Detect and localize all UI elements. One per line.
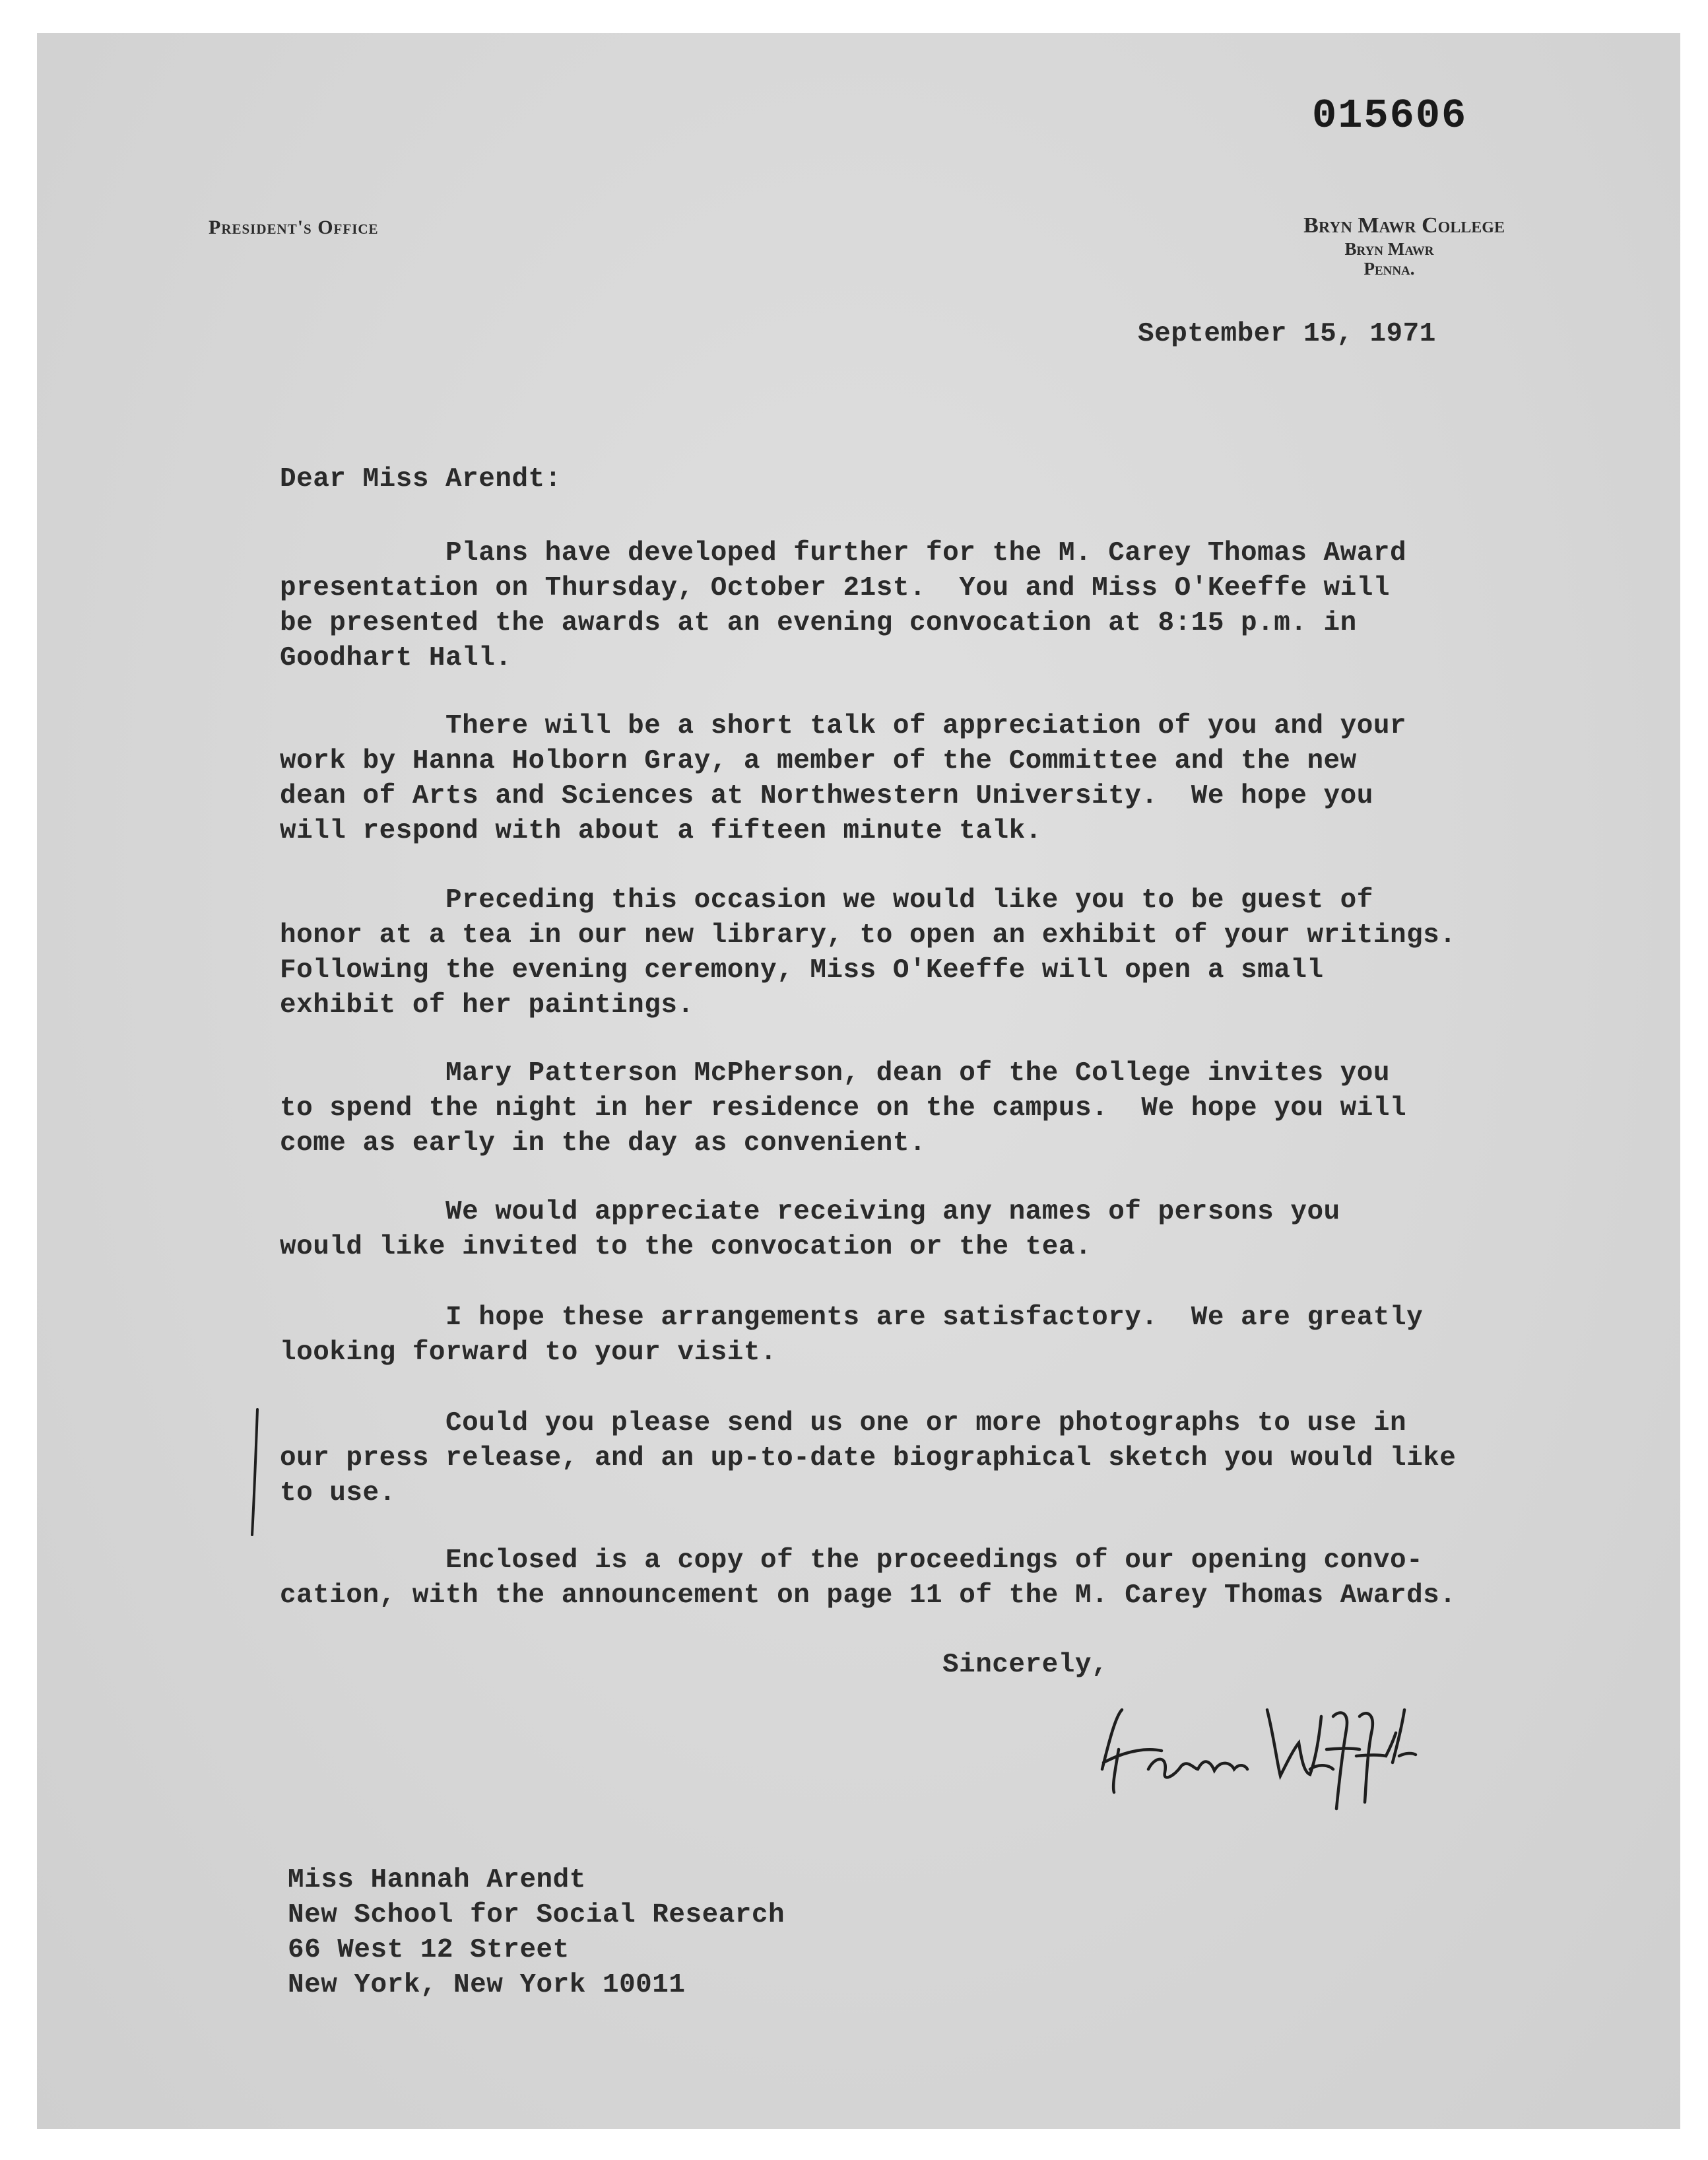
address-line: Miss Hannah Arendt	[288, 1865, 586, 1895]
paragraph-line: presentation on Thursday, October 21st. You and Miss O'Keeffe will	[280, 573, 1390, 603]
body-paragraph-8	[280, 1543, 1456, 1613]
body-paragraph-1	[280, 536, 1406, 676]
paragraph-line: Could you please send us one or more photographs to use in	[280, 1408, 1407, 1438]
paragraph-line: There will be a short talk of appreciation of you and your	[280, 711, 1407, 741]
paragraph-line: I hope these arrangements are satisfactory. We are greatly	[280, 1302, 1424, 1333]
paragraph-line: Plans have developed further for the M. Carey Thomas Award	[280, 538, 1407, 568]
letter-date: September 15, 1971	[1138, 319, 1436, 349]
paragraph-line: exhibit of her paintings.	[280, 990, 694, 1021]
body-paragraph-3	[280, 883, 1456, 1023]
letterhead-office: President's Office	[209, 217, 379, 238]
paragraph-line: looking forward to your visit.	[280, 1337, 777, 1368]
paragraph-line: would like invited to the convocation or the tea.	[280, 1232, 1092, 1262]
paragraph-line: will respond with about a fifteen minute talk.	[280, 816, 1042, 846]
paragraph-line: be presented the awards at an evening convocation at 8:15 p.m. in	[280, 608, 1357, 638]
paragraph-line: dean of Arts and Sciences at Northwestern University. We hope you	[280, 781, 1373, 811]
paragraph-line: Goodhart Hall.	[280, 643, 512, 673]
paragraph-line: our press release, and an up-to-date biographical sketch you would like	[280, 1443, 1457, 1473]
body-paragraph-4	[280, 1056, 1406, 1161]
paragraph-line: Preceding this occasion we would like you to be guest of	[280, 885, 1373, 916]
body-paragraph-5	[280, 1195, 1340, 1265]
letterhead-state: Penna.	[1363, 259, 1415, 279]
address-line: 66 West 12 Street	[288, 1935, 570, 1965]
paragraph-line: Following the evening ceremony, Miss O'Keeffe will open a small	[280, 955, 1324, 986]
paragraph-line: cation, with the announcement on page 11 of the M. Carey Thomas Awards.	[280, 1580, 1457, 1611]
paragraph-line: to use.	[280, 1478, 396, 1508]
body-paragraph-6	[280, 1300, 1423, 1370]
salutation: Dear Miss Arendt:	[280, 464, 562, 494]
paragraph-line: work by Hanna Holborn Gray, a member of the Committee and the new	[280, 746, 1357, 776]
letterhead-address	[1201, 213, 1505, 279]
body-paragraph-7	[280, 1406, 1456, 1511]
paragraph-line: Enclosed is a copy of the proceedings of our opening convo-	[280, 1545, 1424, 1576]
margin-mark	[246, 1406, 265, 1538]
paragraph-line: to spend the night in her residence on the campus. We hope you will	[280, 1093, 1407, 1124]
paragraph-line: come as early in the day as convenient.	[280, 1128, 927, 1159]
closing: Sincerely,	[942, 1650, 1109, 1680]
letterhead-town: Bryn Mawr	[1344, 239, 1434, 259]
body-paragraph-2	[280, 709, 1406, 849]
paragraph-line: Mary Patterson McPherson, dean of the College invites you	[280, 1058, 1390, 1089]
document-number: 015606	[1312, 92, 1468, 139]
handwritten-signature	[1089, 1670, 1419, 1815]
paragraph-line: We would appreciate receiving any names of persons you	[280, 1197, 1340, 1227]
address-line: New York, New York 10011	[288, 1970, 686, 2000]
address-line: New School for Social Research	[288, 1900, 785, 1930]
paragraph-line: honor at a tea in our new library, to open an exhibit of your writings.	[280, 920, 1457, 951]
letterhead-college: Bryn Mawr College	[1303, 213, 1505, 238]
